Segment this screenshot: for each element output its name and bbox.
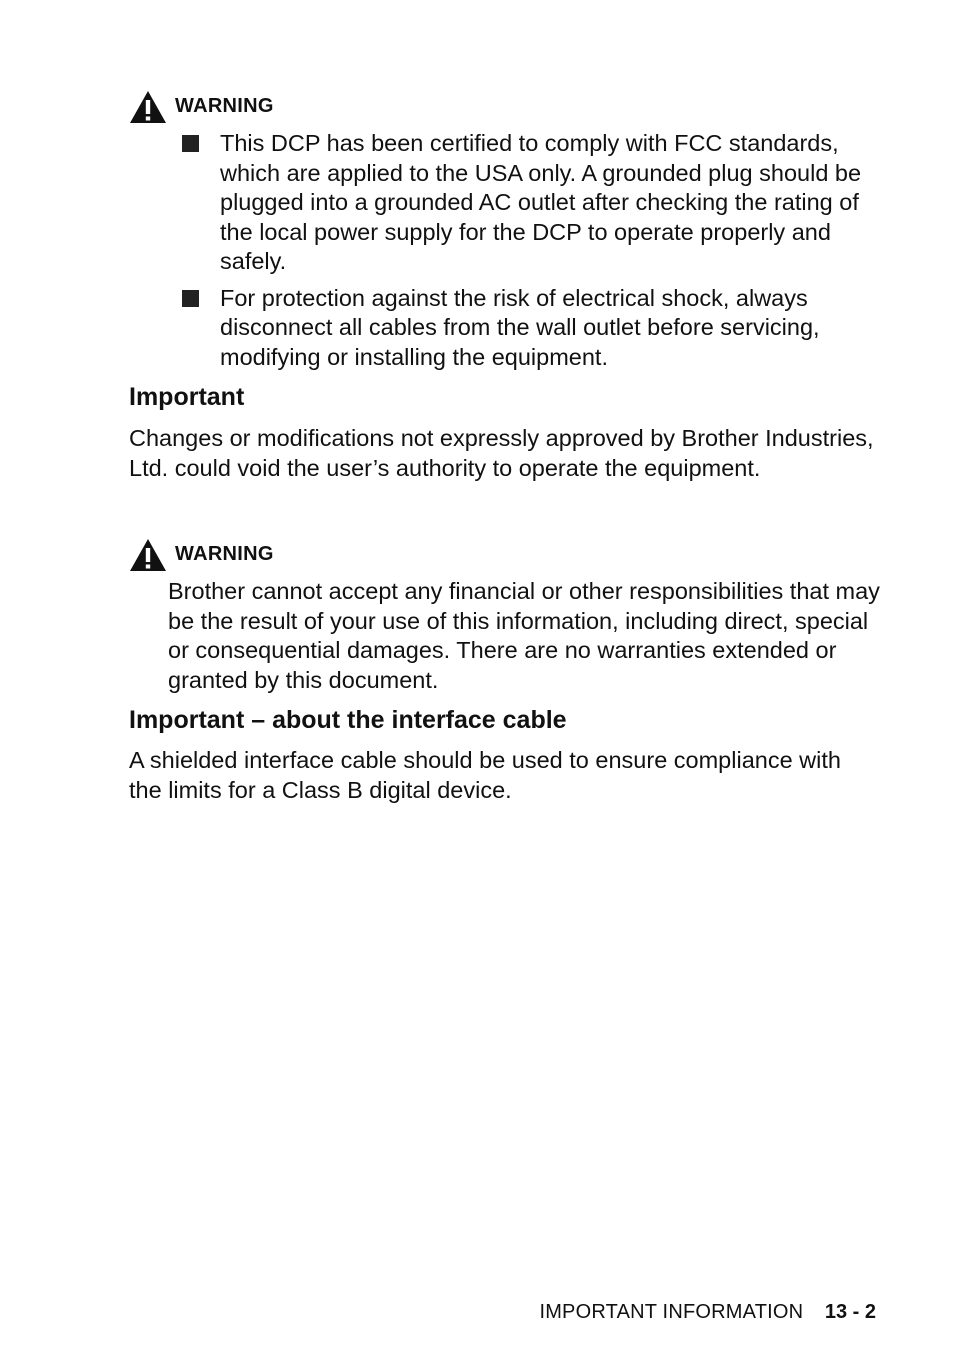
- warning-triangle-icon: [129, 90, 167, 124]
- important-heading: Important: [129, 383, 245, 411]
- list-item: [182, 129, 882, 277]
- footer-section-title: IMPORTANT INFORMATION: [539, 1301, 804, 1323]
- interface-cable-paragraph: A shielded interface cable should be used to ensure compliance with the limits for a Class B digital device.: [129, 747, 841, 803]
- square-bullet-icon: [182, 135, 199, 152]
- interface-cable-heading: Important – about the interface cable: [129, 706, 567, 734]
- list-item-text: For protection against the risk of electrical shock, always disconnect all cables from the wall outlet before servicing, modifying or installing the equipment.: [220, 284, 820, 370]
- square-bullet-icon: [182, 290, 199, 307]
- important-paragraph: Changes or modifications not expressly approved by Brother Industries, Ltd. could void the user’s authority to operate the equipment.: [129, 425, 874, 481]
- warning-bullet-list: [182, 129, 882, 372]
- list-item-text: This DCP has been certified to comply with FCC standards, which are applied to the USA only. A grounded plug should be plugged into a grounded AC outlet after checking the rating of the local power supply for the DCP to operate properly and safely.: [220, 130, 862, 274]
- warning-paragraph: Brother cannot accept any financial or other responsibilities that may be the result of your use of this information, including direct, special or consequential damages. There are no warranties extended or granted by this document.: [168, 578, 880, 693]
- list-item: [182, 284, 882, 373]
- page-number: 13 - 2: [824, 1301, 876, 1323]
- warning-triangle-icon: [129, 538, 167, 572]
- page-footer: [539, 1300, 876, 1324]
- warning-label: WARNING: [175, 95, 274, 117]
- warning-label: WARNING: [175, 543, 274, 565]
